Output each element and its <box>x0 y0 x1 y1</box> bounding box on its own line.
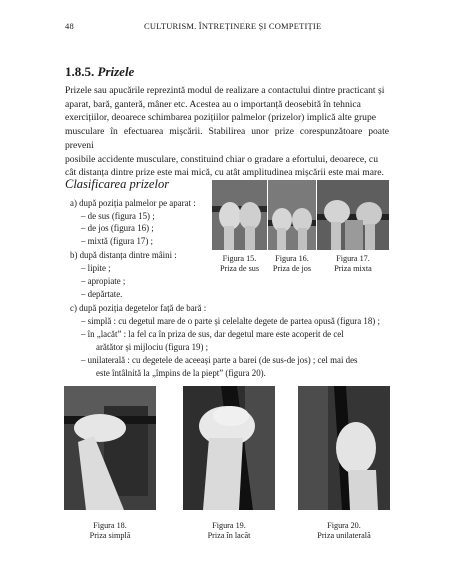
list-item: – lipite ; <box>81 263 111 273</box>
intro-line: aparat, bară, ganteră, mâner etc. Acestea au o importanță deosebită în tehnica <box>65 98 361 110</box>
running-title: CULTURISM. ÎNTREȚINERE ȘI COMPETIȚIE <box>144 21 322 31</box>
list-item: – de sus (figura 15) ; <box>81 211 155 221</box>
figure-17-caption <box>317 254 389 274</box>
figure-19-photo <box>183 386 275 510</box>
section-heading <box>65 64 134 80</box>
intro-line: Prizele sau apucările reprezintă modul de realizare a contactului dintre practicant și <box>65 85 385 96</box>
figure-17-photo <box>317 180 389 250</box>
list-item: b) după distanța dintre mâini : <box>70 250 177 260</box>
list-item: este întâlnită la „împins de la piept” (figura 20). <box>96 368 266 378</box>
section-number: 1.8.5. <box>65 64 95 79</box>
intro-line: musculare în efectuarea mișcării. Stabilirea unor prize corespunzătoare poate preveni <box>65 126 389 151</box>
subsection-heading: Clasificarea prizelor <box>65 177 170 191</box>
list-item: – apropiate ; <box>81 276 126 286</box>
intro-line: posibile accidente musculare, constituind chiar o gradare a efortului, deoarece, cu <box>65 153 378 165</box>
figure-label: Priza mixta <box>334 264 372 273</box>
figure-label: Priza unilaterală <box>317 531 371 540</box>
figure-number: Figura 15. <box>222 254 257 263</box>
figure-label: Priza simplă <box>89 531 131 540</box>
list-item: c) după poziția degetelor față de bară : <box>70 303 207 313</box>
list-item: – mixtă (figura 17) ; <box>81 236 153 246</box>
figure-label: Priza în lacăt <box>207 531 251 540</box>
list-item: – depărtate. <box>81 289 123 299</box>
figure-20-caption <box>298 521 390 541</box>
figure-number: Figura 20. <box>327 521 361 530</box>
list-item: – în „lacăt” : la fel ca în priza de sus, dar degetul mare este acoperit de cel <box>81 329 344 339</box>
list-item: arătător și mijlociu (figura 19) ; <box>96 342 209 352</box>
figure-16-photo <box>268 180 316 250</box>
list-item: – simplă : cu degetul mare de o parte și celelalte degete de partea opusă (figura 18) ; <box>81 316 380 326</box>
figure-18-caption <box>64 521 156 541</box>
list-item: a) după poziția palmelor pe aparat : <box>70 198 196 208</box>
figure-15-photo <box>212 180 267 250</box>
list-item: – unilaterală : cu degetele de aceeași parte a barei (de sus-de jos) ; cel mai des <box>81 355 358 365</box>
figure-18-photo <box>64 386 156 510</box>
figure-16-caption <box>266 254 318 274</box>
figure-number: Figura 16. <box>275 254 309 263</box>
figure-19-caption <box>183 521 275 541</box>
figure-20-photo <box>298 386 390 510</box>
page-number: 48 <box>65 21 74 31</box>
figure-number: Figura 18. <box>93 521 127 530</box>
intro-line: exercițiilor, deoarece schimbarea pozițiilor palmelor (prizelor) implică alte grupe <box>65 112 377 124</box>
figure-number: Figura 17. <box>336 254 370 263</box>
intro-line: cât distanța dintre prize este mai mică, cu atât amplitudinea mișcării este mai mare. <box>65 167 384 179</box>
list-item: – de jos (figura 16) ; <box>81 223 154 233</box>
figure-15-caption <box>212 254 267 274</box>
figure-label: Priza de jos <box>272 264 312 273</box>
figure-label: Priza de sus <box>219 264 260 273</box>
section-title: Prizele <box>97 64 135 79</box>
figure-number: Figura 19. <box>212 521 246 530</box>
intro-paragraph <box>65 84 389 180</box>
